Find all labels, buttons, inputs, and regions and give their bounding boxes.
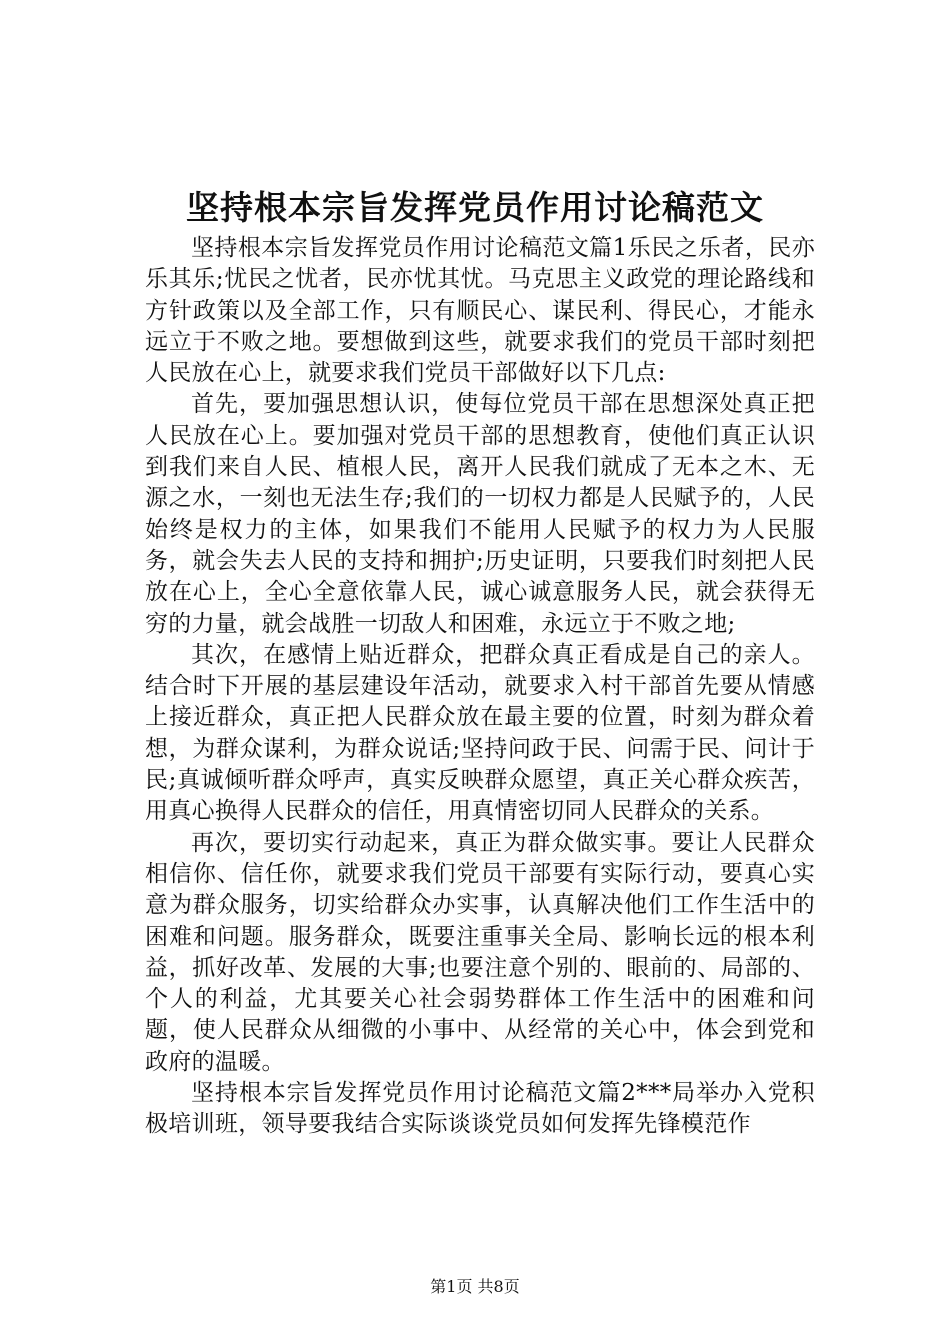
page-footer: 第1页 共8页 — [430, 1277, 520, 1296]
document-title: 坚持根本宗旨发挥党员作用讨论稿范文 — [186, 188, 764, 227]
paragraph: 其次，在感情上贴近群众，把群众真正看成是自己的亲人。结合时下开展的基层建设年活动，就要求入村干部首先要从情感上接近群众，真正把人民群众放在最主要的位置，时刻为群众着想，为群众谋利，为群众说话;坚持问政于民、问需于民、问计于民;真诚倾听群众呼声，真实反映群众愿望，真正关心群众疾苦，用真心换得人民群众的信任，用真情密切同人民群众的关系。 — [145, 641, 815, 825]
paragraph: 坚持根本宗旨发挥党员作用讨论稿范文篇1乐民之乐者，民亦乐其乐;忧民之忧者，民亦忧其忧。马克思主义政党的理论路线和方针政策以及全部工作，只有顺民心、谋民利、得民心，才能永远立于不败之地。要想做到这些，就要求我们的党员干部时刻把人民放在心上，就要求我们党员干部做好以下几点: — [145, 235, 815, 387]
document-body — [145, 233, 815, 1141]
paragraph: 再次，要切实行动起来，真正为群众做实事。要让人民群众相信你、信任你，就要求我们党员干部要有实际行动，要真心实意为群众服务，切实给群众办实事，认真解决他们工作生活中的困难和问题。服务群众，既要注重事关全局、影响长远的根本利益，抓好改革、发展的大事;也要注意个别的、眼前的、局部的、个人的利益，尤其要关心社会弱势群体工作生活中的困难和问题，使人民群众从细微的小事中、从经常的关心中，体会到党和政府的温暖。 — [145, 829, 815, 1075]
paragraph: 坚持根本宗旨发挥党员作用讨论稿范文篇2***局举办入党积极培训班，领导要我结合实际谈谈党员如何发挥先锋模范作 — [145, 1080, 815, 1138]
paragraph: 首先，要加强思想认识，使每位党员干部在思想深处真正把人民放在心上。要加强对党员干部的思想教育，使他们真正认识到我们来自人民、植根人民，离开人民我们就成了无本之木、无源之水，一刻也无法生存;我们的一切权力都是人民赋予的，人民始终是权力的主体，如果我们不能用人民赋予的权力为人民服务，就会失去人民的支持和拥护;历史证明，只要我们时刻把人民放在心上，全心全意依靠人民，诚心诚意服务人民，就会获得无穷的力量，就会战胜一切敌人和困难，永远立于不败之地; — [145, 391, 815, 637]
